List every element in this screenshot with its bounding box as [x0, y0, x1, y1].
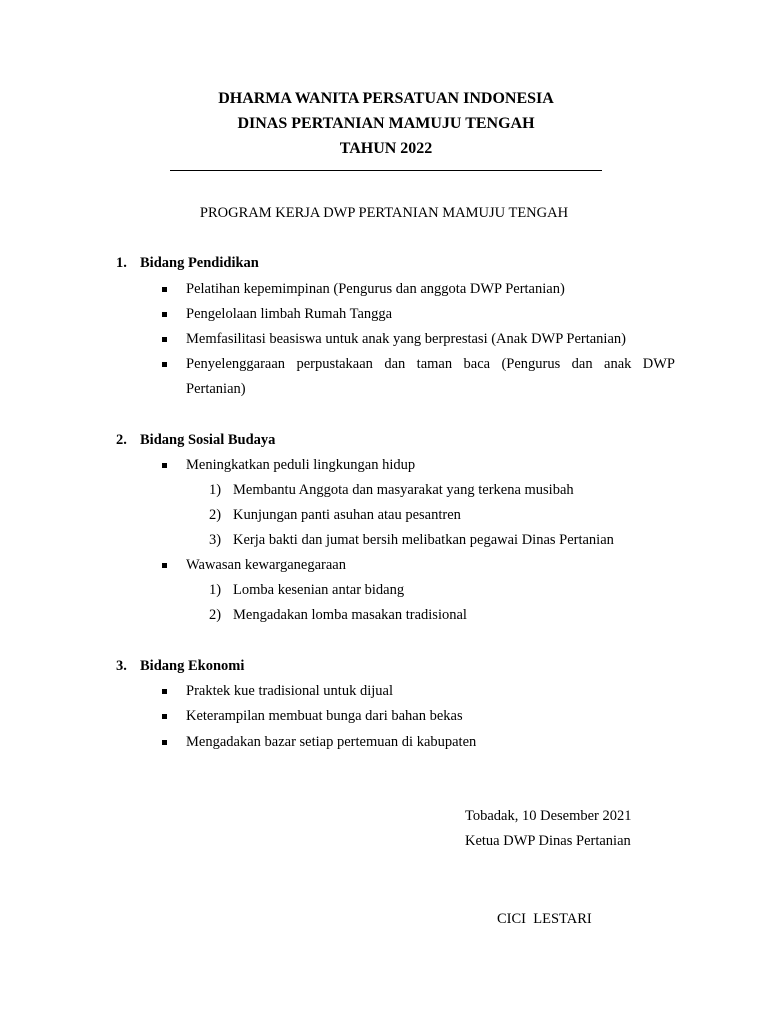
- section-title-ekonomi: [116, 656, 244, 676]
- list-item-text: Meningkatkan peduli lingkungan hidup: [186, 457, 416, 473]
- section-title-pendidikan: [116, 253, 259, 273]
- list-item-text: Mengadakan bazar setiap pertemuan di kabupaten: [186, 734, 477, 750]
- sub-item-number: 3): [209, 532, 222, 548]
- square-bullet-icon: [162, 563, 167, 568]
- section-number: 1.: [116, 255, 127, 271]
- sub-item-text: Kerja bakti dan jumat bersih melibatkan pegawai Dinas Pertanian: [233, 532, 614, 548]
- signer-position: Ketua DWP Dinas Pertanian: [465, 833, 631, 849]
- year-title: TAHUN 2022: [339, 140, 433, 157]
- section-title-sosial-budaya: [116, 430, 275, 450]
- sub-item-text: Lomba kesenian antar bidang: [233, 582, 405, 598]
- department-name: DINAS PERTANIAN MAMUJU TENGAH: [237, 115, 535, 132]
- letterhead: [170, 86, 602, 161]
- list-item-text: Keterampilan membuat bunga dari bahan bekas: [186, 708, 463, 724]
- org-name: DHARMA WANITA PERSATUAN INDONESIA: [218, 90, 554, 107]
- signer-name: CICI LESTARI: [497, 911, 592, 927]
- square-bullet-icon: [162, 312, 167, 317]
- sub-item-text: Membantu Anggota dan masyarakat yang terkena musibah: [233, 482, 574, 498]
- square-bullet-icon: [162, 689, 167, 694]
- section-number: 2.: [116, 432, 127, 448]
- list-item-text: Praktek kue tradisional untuk dijual: [186, 683, 393, 699]
- list-item-text: Pengelolaan limbah Rumah Tangga: [186, 306, 393, 322]
- square-bullet-icon: [162, 714, 167, 719]
- square-bullet-icon: [162, 337, 167, 342]
- place-date: Tobadak, 10 Desember 2021: [465, 808, 632, 824]
- list-item-text: Wawasan kewarganegaraan: [186, 557, 346, 573]
- list-item-text: Memfasilitasi beasiswa untuk anak yang berprestasi (Anak DWP Pertanian): [186, 331, 626, 347]
- sub-item-number: 1): [209, 582, 222, 598]
- square-bullet-icon: [162, 463, 167, 468]
- square-bullet-icon: [162, 287, 167, 292]
- section-label: Bidang Ekonomi: [140, 658, 245, 674]
- list-item-text: Pelatihan kepemimpinan (Pengurus dan anggota DWP Pertanian): [186, 281, 565, 297]
- list-item-text: Penyelenggaraan perpustakaan dan taman baca (Pengurus dan anak DWP Pertanian): [186, 356, 675, 397]
- section-number: 3.: [116, 658, 127, 674]
- sub-item-number: 2): [209, 507, 222, 523]
- document-title: PROGRAM KERJA DWP PERTANIAN MAMUJU TENGAH: [199, 205, 569, 221]
- section-label: Bidang Pendidikan: [140, 255, 259, 271]
- square-bullet-icon: [162, 362, 167, 367]
- sub-item-text: Kunjungan panti asuhan atau pesantren: [233, 507, 461, 523]
- section-label: Bidang Sosial Budaya: [140, 432, 276, 448]
- sub-item-number: 1): [209, 482, 222, 498]
- square-bullet-icon: [162, 740, 167, 745]
- header-divider: [170, 170, 602, 171]
- sub-item-text: Mengadakan lomba masakan tradisional: [233, 607, 467, 623]
- sub-item-number: 2): [209, 607, 222, 623]
